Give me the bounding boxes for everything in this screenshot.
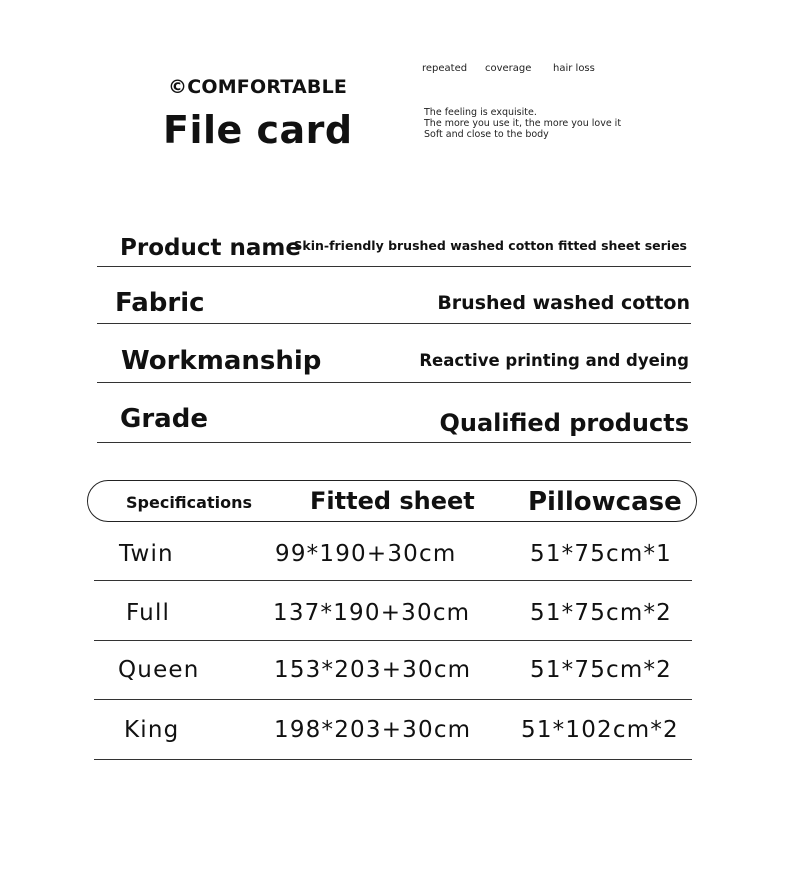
page-title: File card	[163, 108, 353, 152]
spec-size-queen: Queen	[118, 657, 200, 683]
spec-divider	[94, 759, 692, 760]
info-label-fabric: Fabric	[115, 288, 205, 318]
info-divider	[97, 266, 691, 267]
tagline-line-2: The more you use it, the more you love it	[424, 118, 622, 129]
tag-repeated: repeated	[422, 63, 468, 74]
spec-pillow-king: 51*102cm*2	[521, 717, 679, 743]
spec-divider	[94, 640, 692, 641]
specs-header-pillowcase: Pillowcase	[528, 487, 682, 517]
tagline	[424, 107, 621, 140]
tag-hair-loss: hair loss	[553, 63, 595, 74]
spec-pillow-twin: 51*75cm*1	[530, 541, 673, 567]
info-value-grade: Qualified products	[439, 409, 689, 437]
tagline-line-3: Soft and close to the body	[424, 129, 549, 140]
info-value-workmanship: Reactive printing and dyeing	[419, 351, 689, 370]
info-divider	[97, 382, 691, 383]
info-value-product-name: Skin-friendly brushed washed cotton fitted sheet series	[293, 238, 687, 253]
info-label-workmanship: Workmanship	[121, 346, 322, 376]
brand-label: ©COMFORTABLE	[168, 76, 348, 98]
spec-pillow-queen: 51*75cm*2	[530, 657, 673, 683]
info-label-product-name: Product name	[120, 235, 301, 261]
info-value-fabric: Brushed washed cotton	[437, 292, 690, 314]
spec-size-twin: Twin	[119, 541, 174, 567]
spec-size-full: Full	[126, 600, 171, 626]
info-divider	[97, 442, 691, 443]
spec-size-king: King	[124, 717, 180, 743]
info-label-grade: Grade	[120, 404, 208, 434]
info-divider	[97, 323, 691, 324]
specs-header-specifications: Specifications	[126, 493, 252, 512]
spec-fitted-twin: 99*190+30cm	[275, 541, 457, 567]
spec-divider	[94, 699, 692, 700]
spec-pillow-full: 51*75cm*2	[530, 600, 673, 626]
spec-fitted-full: 137*190+30cm	[273, 600, 471, 626]
specs-header-fitted-sheet: Fitted sheet	[310, 487, 475, 515]
spec-fitted-king: 198*203+30cm	[274, 717, 472, 743]
tagline-line-1: The feeling is exquisite.	[424, 107, 537, 118]
tag-coverage: coverage	[485, 63, 532, 74]
spec-fitted-queen: 153*203+30cm	[274, 657, 472, 683]
spec-divider	[94, 580, 692, 581]
